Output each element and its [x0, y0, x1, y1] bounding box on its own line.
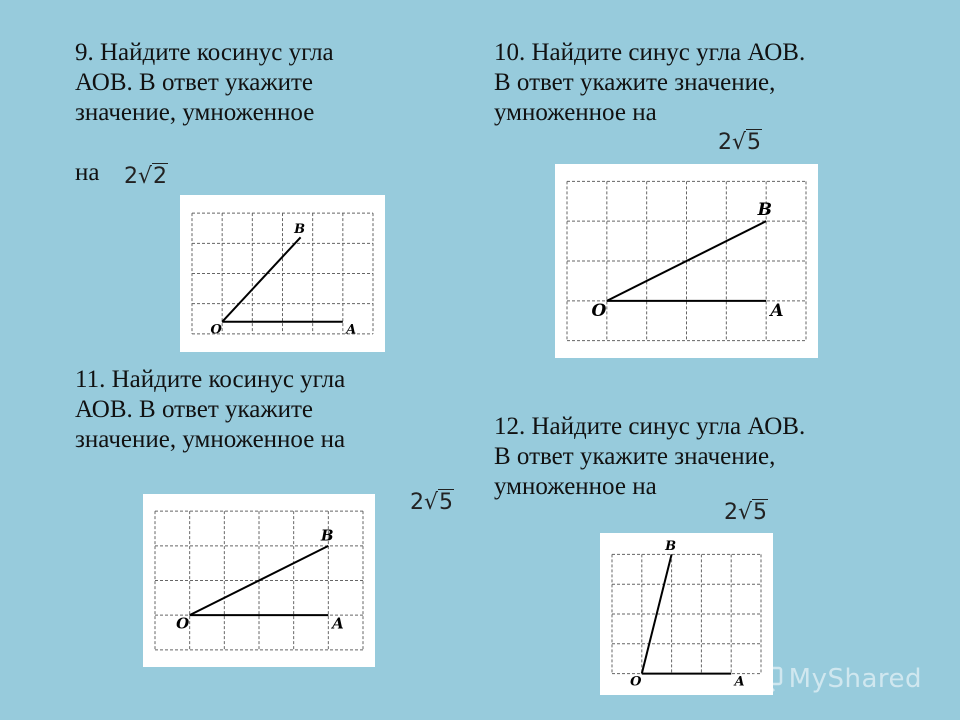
grid-diagram-12 — [600, 533, 773, 695]
watermark — [753, 664, 922, 694]
task-12-formula — [724, 500, 768, 525]
point-label-o: O — [176, 614, 190, 633]
point-label-b: B — [320, 526, 334, 545]
sqrt-icon: √ — [732, 130, 747, 155]
sqrt-icon: √ — [424, 490, 439, 515]
point-label-b: B — [294, 221, 306, 237]
point-label-a: A — [346, 322, 357, 338]
task-9-formula — [124, 164, 168, 189]
task-12-text: 12. Найдите синус угла АОВ. В ответ укажите значение, умноженное на — [494, 413, 806, 500]
formula-coefficient: 2 — [124, 164, 138, 189]
ray-ob — [222, 237, 300, 321]
task-10-formula — [718, 130, 762, 155]
figure-task-10 — [555, 164, 818, 358]
formula-radicand: 5 — [753, 500, 768, 525]
formula-radicand: 2 — [153, 164, 168, 189]
formula-radicand: 5 — [439, 490, 454, 515]
formula-coefficient: 2 — [410, 490, 424, 515]
sqrt-icon: √ — [138, 164, 153, 189]
figure-task-9 — [180, 195, 385, 352]
point-label-b: B — [757, 200, 773, 221]
figure-task-12 — [600, 533, 773, 695]
formula-coefficient: 2 — [724, 500, 738, 525]
task-9-text: 9. Найдите косинус угла АОВ. В ответ укажите значение, умноженное на — [75, 39, 334, 186]
task-11-text: 11. Найдите косинус угла АОВ. В ответ укажите значение, умноженное на — [75, 366, 346, 453]
point-label-a: A — [770, 301, 784, 322]
grid-diagram-9 — [180, 195, 385, 352]
point-label-o: O — [210, 322, 222, 338]
formula-radicand: 5 — [747, 130, 762, 155]
point-label-a: A — [734, 674, 745, 690]
sqrt-icon: √ — [738, 500, 753, 525]
point-label-a: A — [332, 614, 344, 633]
point-label-b: B — [665, 538, 677, 554]
grid-diagram-10 — [555, 164, 818, 358]
point-label-o: O — [630, 674, 642, 690]
formula-coefficient: 2 — [718, 130, 732, 155]
grid-diagram-11 — [143, 494, 375, 667]
presentation-board-icon — [753, 666, 783, 692]
figure-task-11 — [143, 494, 375, 667]
watermark-text: MyShared — [788, 664, 922, 694]
point-label-o: O — [591, 301, 607, 322]
task-10-text: 10. Найдите синус угла АОВ. В ответ укажите значение, умноженное на — [494, 39, 806, 126]
task-11-formula — [410, 490, 454, 515]
